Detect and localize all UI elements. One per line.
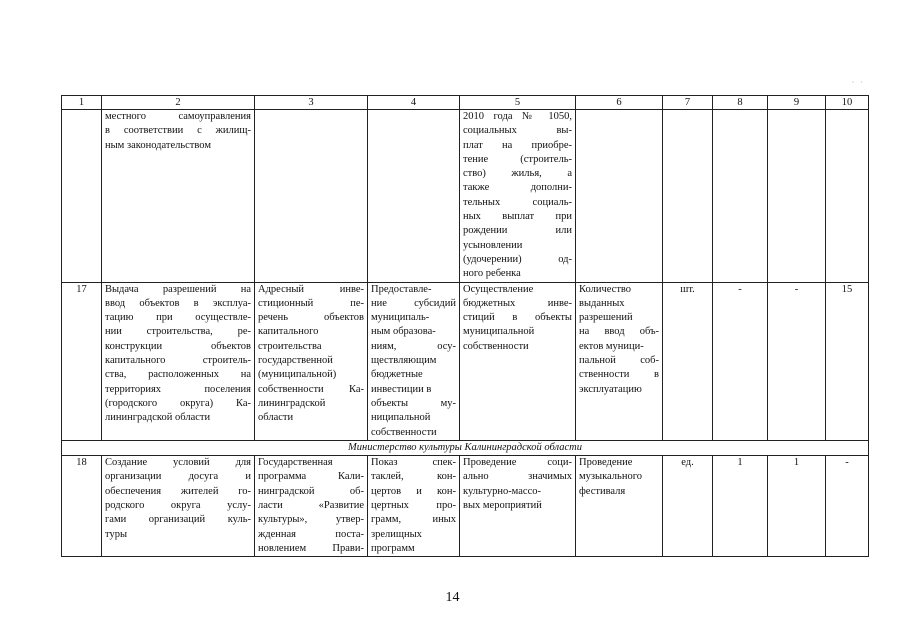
unit-cell: ед. (663, 456, 713, 557)
event-cell: Осуществление бюджетных инве- стиций в объекты муниципальной собственности (460, 282, 576, 440)
value-cell: - (826, 456, 869, 557)
program-cell (255, 110, 368, 283)
column-number: 8 (713, 96, 768, 110)
row-number-cell (62, 110, 102, 283)
event-cell: Проведение соци- ально значимых культурно-массо- вых мероприятий (460, 456, 576, 557)
event-cell: 2010 года № 1050, социальных вы- плат на приобре- тение (строитель- ство) жилья, а также дополни- тельных социаль- ных выплат при рождении или усыновлении (удочерении) од- ного ребенка (460, 110, 576, 283)
column-number: 6 (576, 96, 663, 110)
value-cell: - (713, 282, 768, 440)
scan-artifact-dots: · · (851, 78, 865, 87)
value-cell (713, 110, 768, 283)
table-row-18 (62, 456, 869, 557)
document-table (61, 95, 869, 557)
column-number-row (62, 96, 869, 110)
value-cell (826, 110, 869, 283)
column-number: 10 (826, 96, 869, 110)
value-cell: 15 (826, 282, 869, 440)
indicator-cell: Проведение музыкального фестиваля (576, 456, 663, 557)
unit-cell: шт. (663, 282, 713, 440)
activity-cell (368, 110, 460, 283)
column-number: 1 (62, 96, 102, 110)
program-cell: Государственная программа Кали- нинградской об- ласти «Развитие культуры», утвер- жденная поста- новлением Прави- (255, 456, 368, 557)
column-number: 7 (663, 96, 713, 110)
description-cell: Создание условий для организации досуга и обеспечения жителей го- родского округа услу- гами организаций куль- туры (102, 456, 255, 557)
column-number: 3 (255, 96, 368, 110)
value-cell: 1 (713, 456, 768, 557)
column-number: 5 (460, 96, 576, 110)
table-row-17 (62, 282, 869, 440)
activity-cell: Предоставле- ние субсидий муниципаль- ным образова- ниям, осу- ществляющим бюджетные инвестиции в объекты му- ниципальной собственности (368, 282, 460, 440)
value-cell: - (768, 282, 826, 440)
program-cell: Адресный инве- стиционный пе- речень объектов капитального строительства государственной (муниципальной) собственности Ка- лининградской области (255, 282, 368, 440)
row-number-cell: 17 (62, 282, 102, 440)
value-cell (768, 110, 826, 283)
indicator-cell (576, 110, 663, 283)
indicator-cell: Количество выданных разрешений на ввод объ- ектов муници- пальной соб- ственности в эксплуатацию (576, 282, 663, 440)
description-cell: местного самоуправления в соответствии с жилищ- ным законодательством (102, 110, 255, 283)
value-cell: 1 (768, 456, 826, 557)
column-number: 9 (768, 96, 826, 110)
column-number: 2 (102, 96, 255, 110)
unit-cell (663, 110, 713, 283)
description-cell: Выдача разрешений на ввод объектов в эксплуа- тацию при осуществле- нии строительства, ре- конструкции объектов капитального строитель- ства, расположенных на территориях поселения (городского округа) Ка- лининградской области (102, 282, 255, 440)
activity-cell: Показ спек- таклей, кон- цертов и кон- цертных про- грамм, иных зрелищных программ (368, 456, 460, 557)
row-number-cell: 18 (62, 456, 102, 557)
section-title: Министерство культуры Калининградской области (62, 440, 869, 455)
section-header-row (62, 440, 869, 455)
table-row-continued (62, 110, 869, 283)
column-number: 4 (368, 96, 460, 110)
page-number: 14 (445, 590, 460, 605)
